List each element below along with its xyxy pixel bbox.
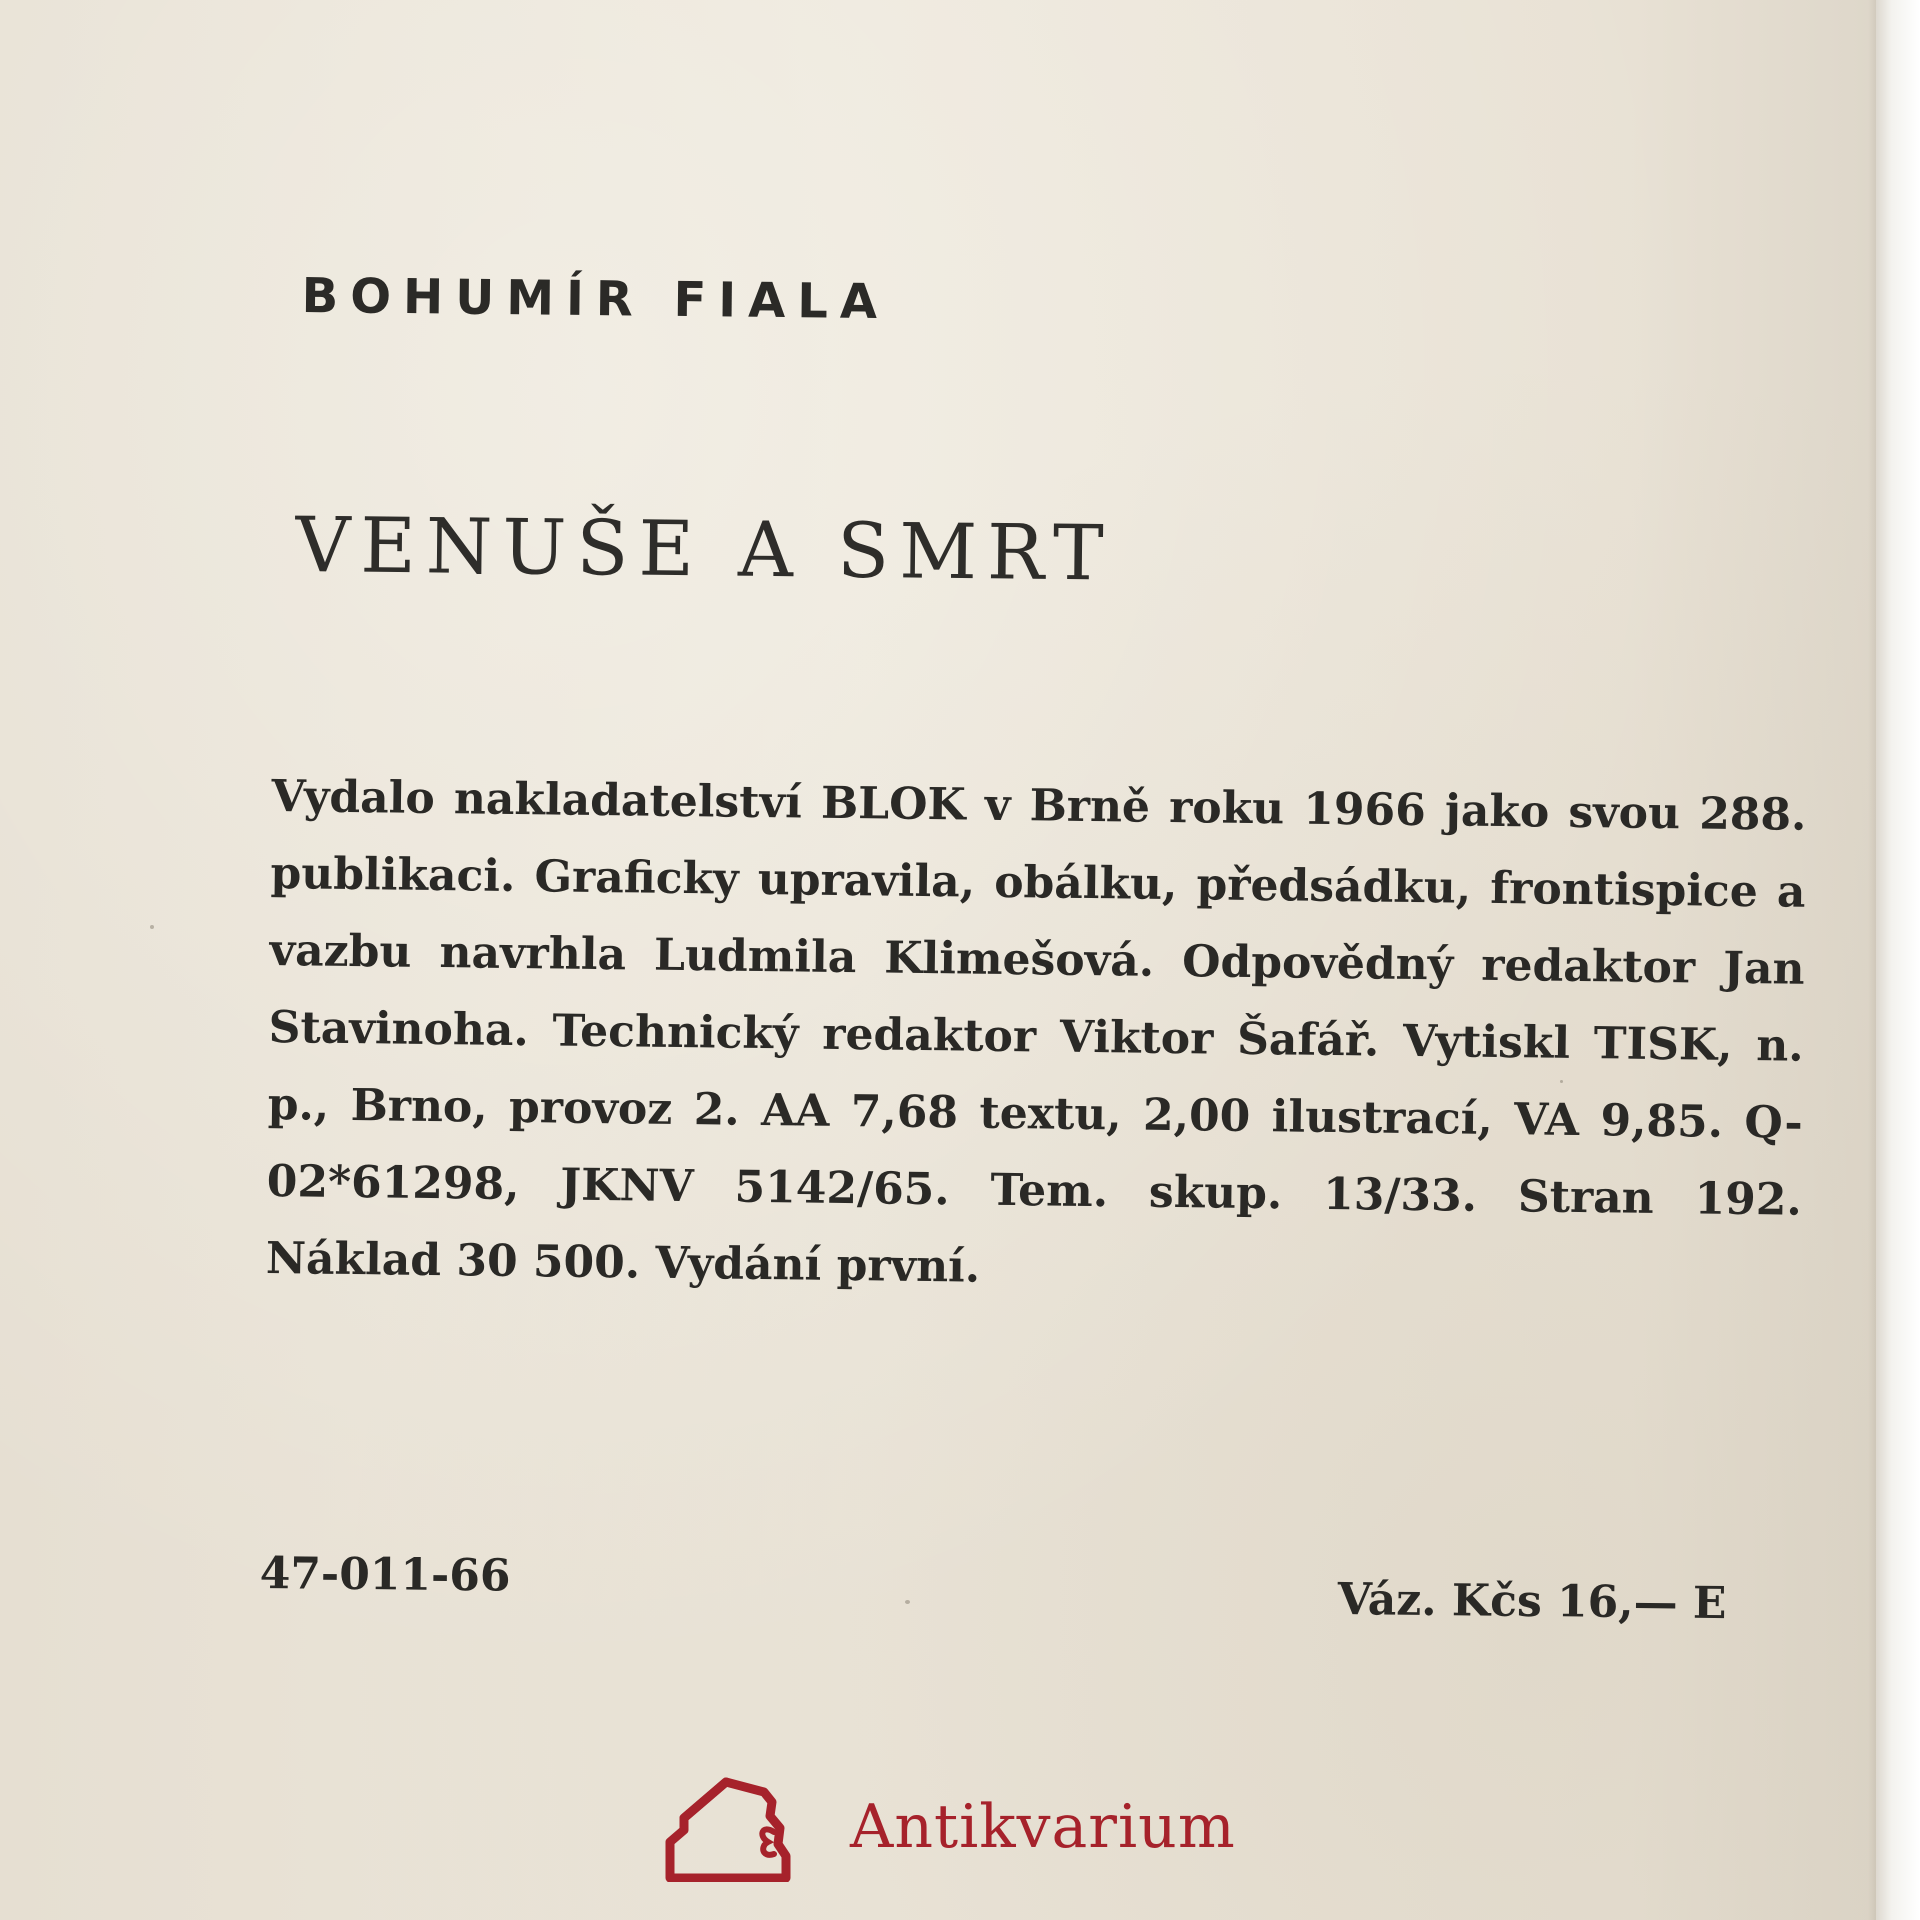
paper-speck bbox=[150, 925, 154, 929]
page-edge-shadow bbox=[1868, 0, 1876, 1920]
antikvarium-watermark bbox=[662, 1772, 1236, 1882]
antikvarium-logo-text: Antikvarium bbox=[850, 1792, 1236, 1862]
author-name: BOHUMÍR FIALA bbox=[301, 268, 890, 331]
price-label: Váz. Kčs 16,— E bbox=[1337, 1574, 1727, 1630]
house-ruin-icon bbox=[662, 1772, 828, 1882]
catalog-code: 47-011-66 bbox=[259, 1548, 511, 1602]
book-title: VENUŠE A SMRT bbox=[295, 500, 1115, 598]
next-page-edge bbox=[1876, 0, 1920, 1920]
paper-speck bbox=[905, 1600, 910, 1604]
colophon-text: Vydalo nakladatelství BLOK v Brně roku 1966 jako svou 288. publikaci. Graficky upravila, obálku, předsádku, frontispice a vazbu navrhla Ludmila Klimešová. Odpovědný redaktor Jan Stavinoha. Technický redaktor Viktor Šafář. Vytiskl TISK, n. p., Brno, provoz 2. AA 7,68 textu, 2,00 ilustrací, VA 9,85. Q-02*61298, JKNV 5142/65. Tem. skup. 13/33. Stran 192. Náklad 30 500. Vydání první. bbox=[265, 770, 1807, 1293]
